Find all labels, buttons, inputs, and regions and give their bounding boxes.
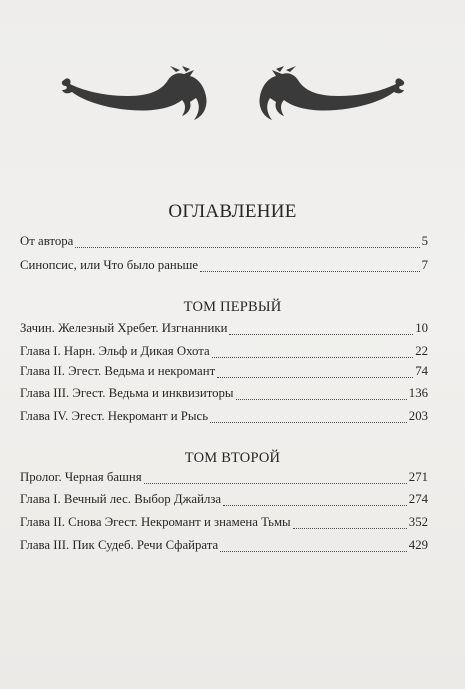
toc-entry-vol2-4[interactable] — [20, 538, 428, 556]
entry-page: 429 — [408, 538, 428, 552]
toc-title: ОГЛАВЛЕНИЕ — [168, 201, 297, 222]
entry-title: Глава II. Снова Эгест. Некромант и знамена Тьмы — [20, 515, 291, 529]
toc-entry-vol2-3[interactable] — [20, 515, 428, 533]
entry-title: Глава I. Вечный лес. Выбор Джайлза — [20, 492, 222, 506]
leader-dots — [200, 270, 419, 272]
toc-entry-vol1-2[interactable] — [20, 344, 428, 362]
leader-dots — [144, 482, 407, 484]
leader-dots — [220, 550, 407, 552]
twin-dragons-ornament-icon — [58, 66, 408, 124]
leader-dots — [236, 398, 407, 400]
entry-page: 271 — [408, 470, 428, 484]
right-dragon-icon — [260, 66, 405, 120]
toc-entry-vol1-4[interactable] — [20, 386, 428, 404]
entry-page: 352 — [408, 515, 428, 529]
leader-dots — [212, 356, 414, 358]
entry-title: Глава I. Нарн. Эльф и Дикая Охота — [20, 344, 210, 358]
leader-dots — [75, 246, 419, 248]
toc-entry-vol2-2[interactable] — [20, 492, 428, 510]
leader-dots — [217, 376, 413, 378]
toc-entry-vol1-5[interactable] — [20, 409, 428, 427]
toc-entry-intro-2[interactable] — [20, 258, 428, 276]
entry-page: 7 — [421, 258, 428, 272]
toc-entry-intro-1[interactable] — [20, 234, 428, 252]
entry-page: 74 — [415, 364, 428, 378]
leader-dots — [223, 504, 407, 506]
entry-page: 274 — [408, 492, 428, 506]
entry-title: Синопсис, или Что было раньше — [20, 258, 199, 272]
left-dragon-icon — [62, 66, 207, 120]
leader-dots — [293, 527, 407, 529]
entry-page: 203 — [408, 409, 428, 423]
entry-title: Пролог. Черная башня — [20, 470, 142, 484]
volume-one-title: ТОМ ПЕРВЫЙ — [183, 299, 282, 315]
entry-title: Глава III. Пик Судеб. Речи Сфайрата — [20, 538, 219, 552]
volume-two-title: ТОМ ВТОРОЙ — [184, 450, 281, 466]
toc-entry-vol2-1[interactable] — [20, 470, 428, 488]
entry-title: Глава II. Эгест. Ведьма и некромант — [20, 364, 216, 378]
entry-page: 22 — [415, 344, 428, 358]
entry-title: Глава IV. Эгест. Некромант и Рысь — [20, 409, 209, 423]
leader-dots — [210, 421, 407, 423]
leader-dots — [229, 333, 413, 335]
entry-title: От автора — [20, 234, 74, 248]
entry-page: 5 — [421, 234, 428, 248]
entry-title: Глава III. Эгест. Ведьма и инквизиторы — [20, 386, 234, 400]
entry-page: 10 — [415, 321, 428, 335]
entry-page: 136 — [408, 386, 428, 400]
entry-title: Зачин. Железный Хребет. Изгнанники — [20, 321, 228, 335]
toc-entry-vol1-1[interactable] — [20, 321, 428, 339]
toc-entry-vol1-3[interactable] — [20, 364, 428, 382]
